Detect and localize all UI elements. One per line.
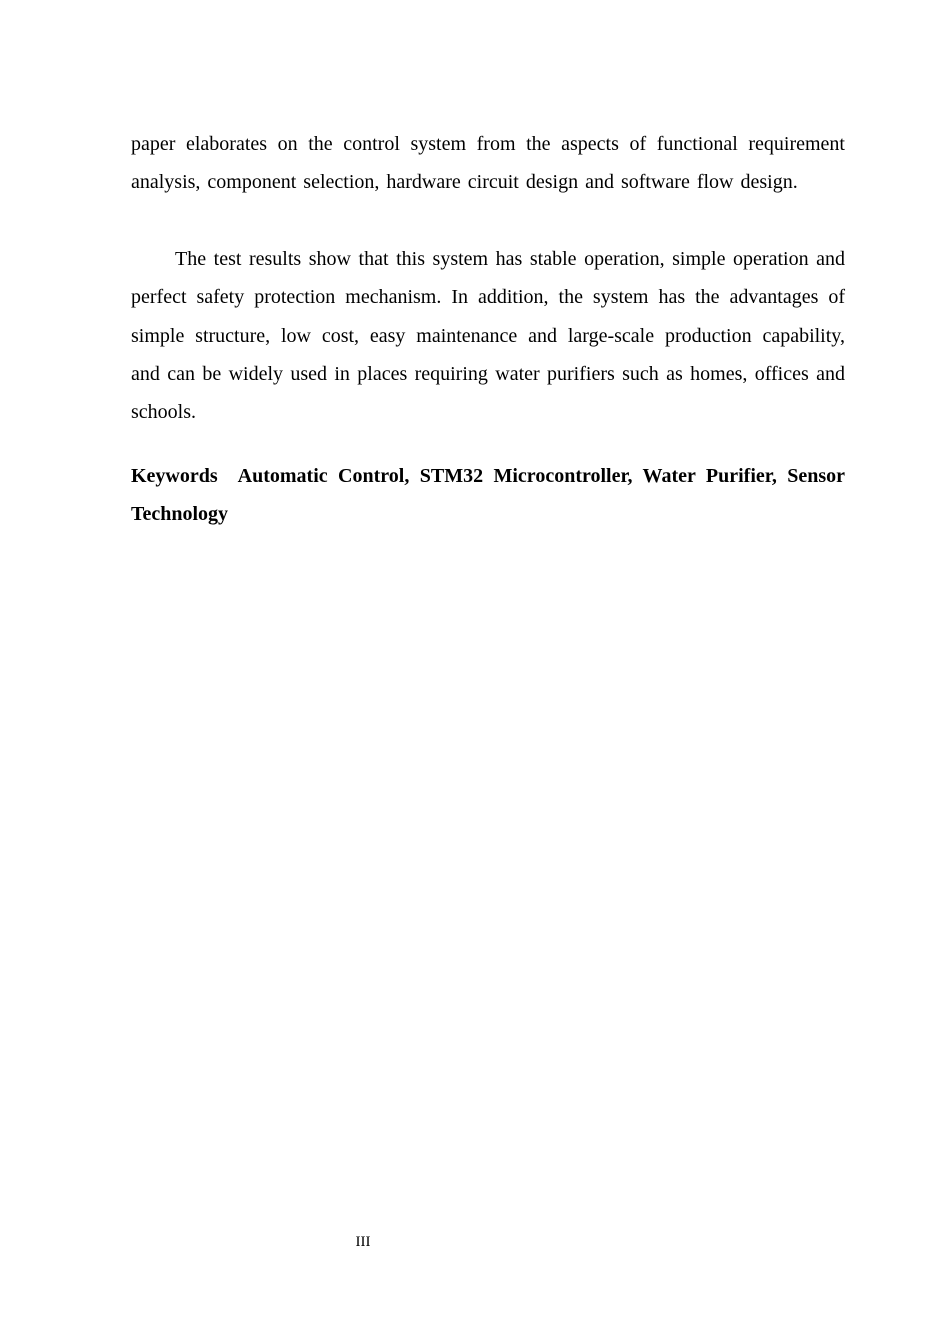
abstract-paragraph-continued: paper elaborates on the control system from the aspects of functional requirement analysis, component selection, hardware circuit design and software flow design. [131, 133, 845, 194]
keywords-text: Automatic Control, STM32 Microcontroller, Water Purifier, Sensor Technology [131, 465, 845, 526]
page-number: III [355, 1234, 371, 1250]
keywords-paragraph [131, 457, 845, 534]
keywords-label: Keywords [131, 465, 218, 487]
abstract-paragraph-results: The test results show that this system has stable operation, simple operation and perfect safety protection mechanism. In addition, the system has the advantages of simple structure, low cost, easy maintenance and large-scale production capability, and can be widely used in places requiring water purifiers such as homes, offices and schools. [131, 248, 845, 424]
